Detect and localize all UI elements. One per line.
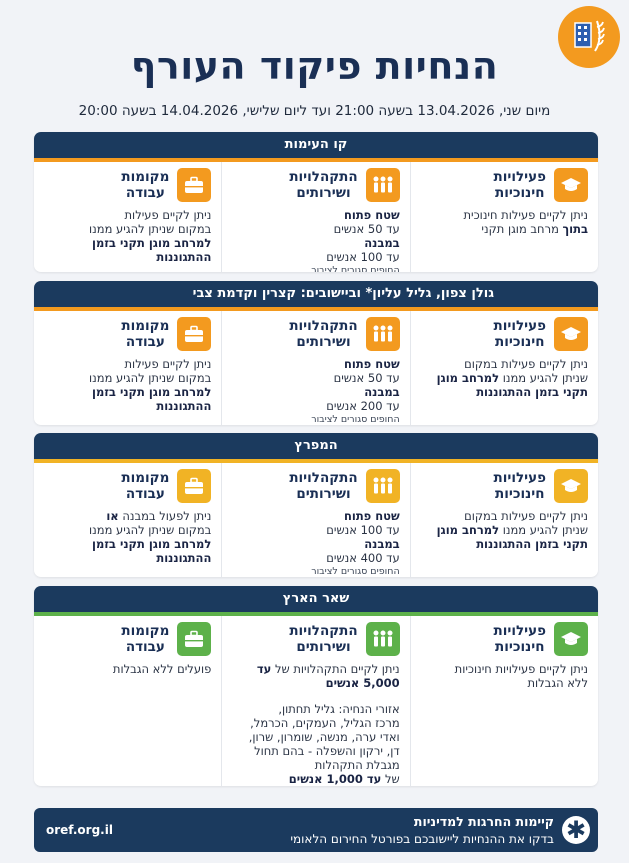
region-note: מרכז הגליל, העמקים, הכרמל,: [250, 716, 400, 730]
building-label: במבנה: [364, 537, 400, 551]
education-text: שניתן להגיע ממנו: [499, 371, 588, 385]
education-title-2: חינוכיות: [495, 185, 545, 201]
region-note: מגבלת התקהלות: [314, 758, 400, 772]
gatherings-title: התקהלויות: [289, 318, 358, 334]
workplaces-text-bold: למרחב מוגן תקני בזמן: [92, 236, 212, 250]
briefcase-icon: [177, 317, 211, 351]
building-label: במבנה: [364, 236, 400, 250]
open-area-label: שטח פתוח: [343, 208, 400, 222]
region-note: דן, ירקון והשפלה - בהם תחול: [254, 744, 400, 758]
education-text: ניתן לקיים פעילות חינוכית: [463, 208, 588, 222]
workplaces-title-2: עבודה: [125, 486, 165, 502]
people-icon: [366, 168, 400, 202]
gatherings-column: [221, 616, 409, 786]
workplaces-title: מקומות: [121, 169, 170, 185]
education-title: פעילויות: [493, 169, 546, 185]
workplaces-text: במקום שניתן להגיע ממנו: [89, 222, 212, 236]
education-column: [410, 311, 598, 425]
beaches-note: החופים סגורים לציבור: [311, 566, 400, 577]
validity-period: מיום שני, 13.04.2026 בשעה 21:00 ועד ליום שלישי, 14.04.2026 בשעה 20:00: [78, 103, 551, 119]
gatherings-column: [221, 311, 409, 425]
workplaces-text-bold: ההתגוננות: [156, 399, 212, 413]
workplaces-text-bold: ההתגוננות: [156, 551, 212, 565]
education-title-2: חינוכיות: [495, 639, 545, 655]
gatherings-text: ניתן לקיים התקהלויות של: [271, 662, 400, 676]
zone-heading: שאר הארץ: [34, 586, 598, 612]
open-area-limit: עד 50 אנשים: [333, 371, 400, 385]
graduation-cap-icon: [554, 469, 588, 503]
workplaces-column: [34, 463, 221, 577]
gatherings-title-2: ושירותים: [296, 334, 351, 350]
building-limit: עד 100 אנשים: [326, 250, 400, 264]
open-area-limit: עד 100 אנשים: [326, 523, 400, 537]
education-text-bold: למרחב מוגן: [436, 523, 500, 537]
workplaces-text: פועלים ללא הגבלות: [112, 662, 212, 676]
briefcase-icon: [177, 469, 211, 503]
education-column: [410, 463, 598, 577]
education-text-bold: תקני בזמן ההתגוננות: [476, 385, 588, 399]
education-text: מרחב מוגן תקני: [481, 222, 563, 236]
region-note: של: [381, 772, 400, 786]
education-text: ניתן לקיים פעילויות חינוכיות: [454, 662, 588, 676]
open-area-limit: עד 50 אנשים: [333, 222, 400, 236]
workplaces-text: ניתן לקיים פעילות: [124, 357, 212, 371]
zone-heading: קו העימות: [34, 132, 598, 158]
website-link[interactable]: oref.org.il: [46, 823, 113, 837]
gatherings-title: התקהלויות: [289, 470, 358, 486]
graduation-cap-icon: [554, 622, 588, 656]
building-limit: עד 200 אנשים: [326, 399, 400, 413]
exceptions-footer: [34, 808, 598, 852]
education-text-bold: למרחב מוגן: [436, 371, 500, 385]
region-note: ואדי ערה, מנשה, שומרון, שרון,: [248, 730, 400, 744]
zone-section-north-golan: [34, 281, 598, 425]
zone-heading: גולן צפון, גליל עליון* וביישובים: קצרין וקדמת צבי: [34, 281, 598, 307]
zone-section-rest-of-country: [34, 586, 598, 786]
education-title: פעילויות: [493, 623, 546, 639]
workplaces-column: [34, 311, 221, 425]
briefcase-icon: [177, 168, 211, 202]
education-title: פעילויות: [493, 318, 546, 334]
region-note: אזורי הנחיה: גליל תחתון,: [278, 702, 400, 716]
footer-text: בדקו את ההנחיות ליישובכם בפורטל החירום הלאומי: [290, 832, 554, 846]
workplaces-title-2: עבודה: [125, 639, 165, 655]
gatherings-title: התקהלויות: [289, 169, 358, 185]
gatherings-limit: 5,000 אנשים: [325, 676, 400, 690]
workplaces-title: מקומות: [121, 470, 170, 486]
gatherings-title: התקהלויות: [289, 623, 358, 639]
education-text: ללא הגבלות: [527, 676, 588, 690]
workplaces-text-bold: למרחב מוגן תקני בזמן: [92, 385, 212, 399]
gatherings-column: [221, 162, 409, 272]
open-area-label: שטח פתוח: [343, 509, 400, 523]
education-text: שניתן להגיע ממנו: [499, 523, 588, 537]
workplaces-column: [34, 616, 221, 786]
zone-section-confrontation-line: [34, 132, 598, 272]
education-column: [410, 616, 598, 786]
graduation-cap-icon: [554, 168, 588, 202]
workplaces-text: במקום שניתן להגיע ממנו: [89, 523, 212, 537]
gatherings-title-2: ושירותים: [296, 639, 351, 655]
asterisk-icon: ✱: [562, 816, 590, 844]
zone-heading: המפרץ: [34, 433, 598, 459]
education-column: [410, 162, 598, 272]
beaches-note: החופים סגורים לציבור: [311, 265, 400, 272]
workplaces-text-bold: ההתגוננות: [156, 250, 212, 264]
workplaces-title: מקומות: [121, 318, 170, 334]
region-limit: עד 1,000 אנשים: [288, 772, 382, 786]
gatherings-column: [221, 463, 409, 577]
education-title: פעילויות: [493, 470, 546, 486]
zone-section-haifa-bay: [34, 433, 598, 577]
education-text: ניתן לקיים פעילות במקום: [464, 509, 588, 523]
education-text: ניתן לקיים פעילות במקום: [464, 357, 588, 371]
gatherings-text-bold: עד: [256, 662, 272, 676]
education-text-bold: בתוך: [562, 222, 588, 236]
footer-title: קיימות החרגות למדיניות: [413, 814, 554, 829]
gatherings-title-2: ושירותים: [296, 185, 351, 201]
workplaces-text-bold: או: [106, 509, 119, 523]
education-title-2: חינוכיות: [495, 334, 545, 350]
building-limit: עד 400 אנשים: [326, 551, 400, 565]
workplaces-text: במקום שניתן להגיע ממנו: [89, 371, 212, 385]
workplaces-column: [34, 162, 221, 272]
beaches-note: החופים סגורים לציבור: [311, 414, 400, 425]
workplaces-text: ניתן לקיים פעילות: [124, 208, 212, 222]
education-title-2: חינוכיות: [495, 486, 545, 502]
graduation-cap-icon: [554, 317, 588, 351]
people-icon: [366, 317, 400, 351]
workplaces-text-bold: למרחב מוגן תקני בזמן: [92, 537, 212, 551]
workplaces-text: ניתן לפעול במבנה: [118, 509, 212, 523]
open-area-label: שטח פתוח: [343, 357, 400, 371]
gatherings-title-2: ושירותים: [296, 486, 351, 502]
workplaces-title-2: עבודה: [125, 185, 165, 201]
briefcase-icon: [177, 622, 211, 656]
page-title: הנחיות פיקוד העורף: [130, 44, 499, 88]
workplaces-title-2: עבודה: [125, 334, 165, 350]
education-text-bold: תקני בזמן ההתגוננות: [476, 537, 588, 551]
people-icon: [366, 622, 400, 656]
people-icon: [366, 469, 400, 503]
workplaces-title: מקומות: [121, 623, 170, 639]
building-label: במבנה: [364, 385, 400, 399]
